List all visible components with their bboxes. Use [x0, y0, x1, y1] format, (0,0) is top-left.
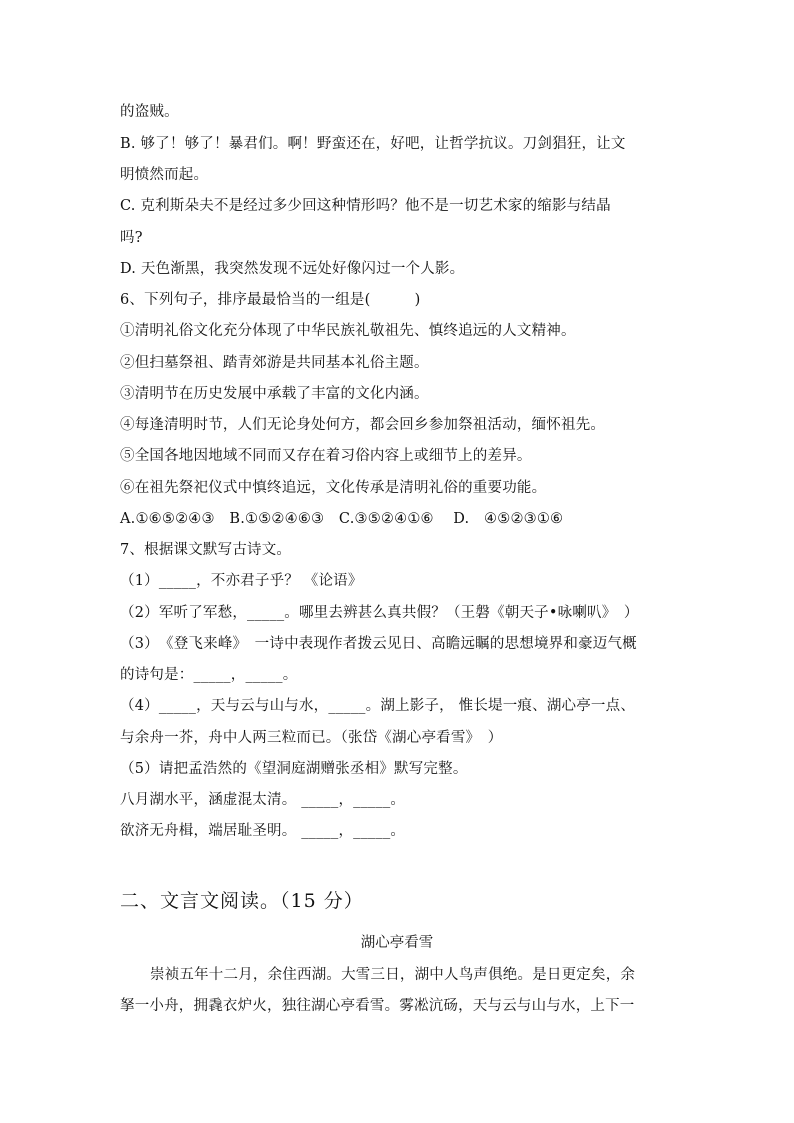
q6-sentence-3: ③清明节在历史发展中承载了丰富的文化内涵。: [120, 386, 429, 402]
section-2-heading: 二、文言文阅读。（15 分）: [120, 890, 364, 912]
q5-option-c-line1: C. 克利斯朵夫不是经过多少回这种情形吗？他不是一切艺术家的缩影与结晶: [120, 198, 611, 214]
q7-part-4-line2: 与余舟一芥，舟中人两三粒而已。（张岱《湖心亭看雪》 ）: [120, 730, 503, 746]
q6-sentence-1: ①清明礼俗文化充分体现了中华民族礼敬祖先、慎终追远的人文精神。: [120, 323, 576, 339]
q7-part-5-line2: 欲济无舟楫，端居耻圣明。 _____，_____。: [120, 823, 406, 839]
q6-sentence-2: ②但扫墓祭祖、踏青郊游是共同基本礼俗主题。: [120, 355, 429, 371]
q7-stem: 7、根据课文默写古诗文。: [120, 542, 292, 558]
passage-line-2: 拏一小舟，拥毳衣炉火，独往湖心亭看雪。雾凇沆砀，天与云与山与水，上下一: [120, 998, 635, 1014]
q5-option-a-end: 的盗贼。: [120, 104, 179, 120]
passage-title: 湖心亭看雪: [360, 935, 434, 951]
q5-option-b-line1: B. 够了！够了！暴君们。啊！野蛮还在，好吧，让哲学抗议。刀剑猖狂，让文: [120, 136, 626, 152]
q5-option-b-line2: 明愤然而起。: [120, 167, 209, 183]
q6-stem: 6、下列句子，排序最最恰当的一组是( ): [120, 292, 421, 308]
q7-part-3-line2: 的诗句是：_____，_____。: [120, 667, 298, 683]
q7-part-4-line1: （4）_____，天与云与山与水，_____。湖上影子， 惟长堤一痕、湖心亭一点、: [120, 698, 636, 714]
q7-part-5: （5）请把孟浩然的《望洞庭湖赠张丞相》默写完整。: [120, 761, 468, 777]
q7-part-3-line1: （3） 《登飞来峰》 一诗中表现作者拨云见日、高瞻远瞩的思想境界和豪迈气概: [120, 636, 637, 652]
q6-sentence-4: ④每逢清明时节，人们无论身处何方，都会回乡参加祭祖活动，缅怀祖先。: [120, 417, 606, 433]
q6-sentence-6: ⑥在祖先祭祀仪式中慎终追远，文化传承是清明礼俗的重要功能。: [120, 480, 547, 496]
passage-line-1: 崇祯五年十二月，余住西湖。大雪三日，湖中人鸟声俱绝。是日更定矣，余: [150, 967, 636, 983]
q6-sentence-5: ⑤全国各地因地域不同而又存在着习俗内容上或细节上的差异。: [120, 448, 532, 464]
q7-part-1: （1）_____，不亦君子乎？ 《论语》: [120, 573, 363, 589]
q7-part-5-line1: 八月湖水平，涵虚混太清。 _____，_____。: [120, 792, 406, 808]
q7-part-2: （2）军听了军愁，_____。哪里去辨甚么真共假？（王磐《朝天子•咏喇叭》 ）: [120, 605, 639, 621]
q5-option-d: D. 天色渐黑，我突然发现不远处好像闪过一个人影。: [120, 261, 465, 277]
q6-options: A.①⑥⑤②④③ B.①⑤②④⑥③ C.③⑤②④①⑥ D. ④⑤②③①⑥: [120, 511, 564, 527]
q5-option-c-line2: 吗?: [120, 230, 143, 246]
